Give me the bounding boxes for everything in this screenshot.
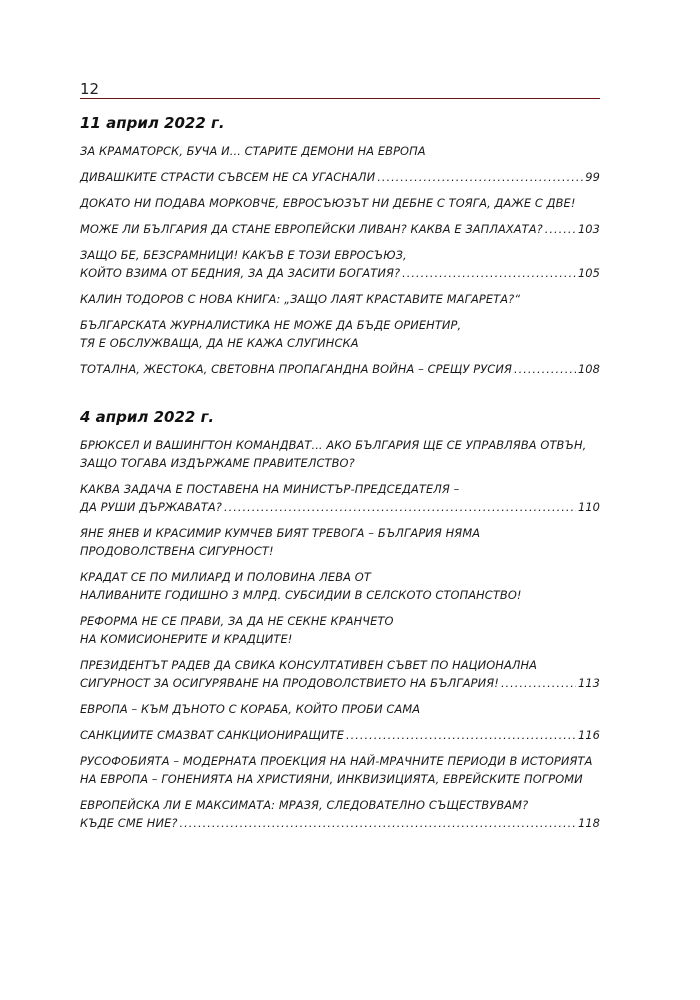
toc-entry[interactable]	[80, 752, 600, 788]
dot-leader	[180, 814, 576, 832]
toc-entry-title: ПРОДОВОЛСТВЕНА СИГУРНОСТ!	[80, 544, 274, 558]
toc-entry-line	[80, 246, 600, 264]
toc-entry-title: СИГУРНОСТ ЗА ОСИГУРЯВАНЕ НА ПРОДОВОЛСТВИЕТО НА БЪЛГАРИЯ!	[80, 676, 499, 690]
toc-entry[interactable]	[80, 726, 600, 744]
toc-entry-title: ЗАЩО БЕ, БЕЗСРАМНИЦИ! КАКЪВ Е ТОЗИ ЕВРОСЪЮЗ,	[80, 248, 407, 262]
toc-entry[interactable]	[80, 168, 600, 186]
toc-entry-line	[80, 656, 600, 674]
toc-entry-line	[80, 436, 600, 454]
toc-entry-title: РЕФОРМА НЕ СЕ ПРАВИ, ЗА ДА НЕ СЕКНЕ КРАНЧЕТО	[80, 614, 394, 628]
toc-entry-title: ЕВРОПА – КЪМ ДЪНОТО С КОРАБА, КОЙТО ПРОБИ САМА	[80, 702, 421, 716]
toc-entry-title: ЕВРОПЕЙСКА ЛИ Е МАКСИМАТА: МРАЗЯ, СЛЕДОВАТЕЛНО СЪЩЕСТВУВАМ?	[80, 798, 529, 812]
toc-entry-line	[80, 542, 600, 560]
toc-entry-title: НАЛИВАНИТЕ ГОДИШНО 3 МЛРД. СУБСИДИИ В СЕЛСКОТО СТОПАНСТВО!	[80, 588, 522, 602]
dot-leader	[501, 674, 576, 692]
toc-entry-title: КОЙТО ВЗИМА ОТ БЕДНИЯ, ЗА ДА ЗАСИТИ БОГАТИЯ?	[80, 266, 401, 280]
toc-entry-line	[80, 814, 600, 832]
toc-entry[interactable]	[80, 246, 600, 282]
toc-section	[80, 406, 600, 832]
page-number: 12	[80, 80, 100, 98]
toc-entry-title: КЪДЕ СМЕ НИЕ?	[80, 816, 178, 830]
toc-entry-title: САНКЦИИТЕ СМАЗВАТ САНКЦИОНИРАЩИТЕ	[80, 728, 345, 742]
toc-entry[interactable]	[80, 360, 600, 378]
toc-page-number: 118	[577, 816, 600, 830]
toc-entry[interactable]	[80, 568, 600, 604]
toc-page-number: 116	[577, 728, 600, 742]
toc-entry[interactable]	[80, 316, 600, 352]
toc-entry-line	[80, 220, 600, 238]
toc-entry-line	[80, 168, 600, 186]
dot-leader	[402, 264, 576, 282]
toc-entry-line	[80, 586, 600, 604]
toc-entry-line	[80, 630, 600, 648]
toc-entry-title: ТОТАЛНА, ЖЕСТОКА, СВЕТОВНА ПРОПАГАНДНА ВОЙНА – СРЕЩУ РУСИЯ	[80, 362, 512, 376]
table-of-contents	[80, 112, 600, 840]
toc-entry-line	[80, 454, 600, 472]
toc-entry-line	[80, 264, 600, 282]
toc-entry-line	[80, 726, 600, 744]
toc-entry[interactable]	[80, 700, 600, 718]
toc-entry-title: БЪЛГАРСКАТА ЖУРНАЛИСТИКА НЕ МОЖЕ ДА БЪДЕ ОРИЕНТИР,	[80, 318, 462, 332]
toc-entry-title: КРАДАТ СЕ ПО МИЛИАРД И ПОЛОВИНА ЛЕВА ОТ	[80, 570, 371, 584]
toc-entry-title: БРЮКСЕЛ И ВАШИНГТОН КОМАНДВАТ... АКО БЪЛГАРИЯ ЩЕ СЕ УПРАВЛЯВА ОТВЪН,	[80, 438, 587, 452]
toc-entry-title: НА КОМИСИОНЕРИТЕ И КРАДЦИТЕ!	[80, 632, 293, 646]
section-date-heading: 11 април 2022 г.	[80, 114, 225, 132]
toc-entry-line	[80, 316, 600, 334]
toc-entry-line	[80, 480, 600, 498]
dot-leader	[224, 498, 576, 516]
toc-entry[interactable]	[80, 290, 600, 308]
section-date-heading: 4 април 2022 г.	[80, 408, 215, 426]
header-rule	[80, 98, 600, 99]
toc-entry-title: ДА РУШИ ДЪРЖАВАТА?	[80, 500, 222, 514]
toc-entry[interactable]	[80, 480, 600, 516]
toc-entry-title: КАКВА ЗАДАЧА Е ПОСТАВЕНА НА МИНИСТЪР-ПРЕДСЕДАТЕЛЯ –	[80, 482, 460, 496]
toc-entry-line	[80, 498, 600, 516]
toc-entry-title: ДИВАШКИТЕ СТРАСТИ СЪВСЕМ НЕ СА УГАСНАЛИ	[80, 170, 376, 184]
toc-entry-title: НА ЕВРОПА – ГОНЕНИЯТА НА ХРИСТИЯНИ, ИНКВИЗИЦИЯТА, ЕВРЕЙСКИТЕ ПОГРОМИ	[80, 772, 583, 786]
toc-entry-title: ПРЕЗИДЕНТЪТ РАДЕВ ДА СВИКА КОНСУЛТАТИВЕН СЪВЕТ ПО НАЦИОНАЛНА	[80, 658, 538, 672]
toc-entry[interactable]	[80, 612, 600, 648]
toc-entry-line	[80, 770, 600, 788]
toc-page-number: 108	[577, 362, 600, 376]
toc-entry-line	[80, 334, 600, 352]
toc-section	[80, 112, 600, 378]
toc-entry[interactable]	[80, 194, 600, 212]
toc-entry[interactable]	[80, 220, 600, 238]
dot-leader	[545, 220, 576, 238]
toc-entry[interactable]	[80, 142, 600, 160]
toc-entry-line	[80, 796, 600, 814]
toc-entry-line	[80, 700, 600, 718]
section-gap	[80, 386, 600, 406]
toc-entry-title: ТЯ Е ОБСЛУЖВАЩА, ДА НЕ КАЖА СЛУГИНСКА	[80, 336, 359, 350]
toc-entry-line	[80, 612, 600, 630]
toc-entry-title: ЗА КРАМАТОРСК, БУЧА И... СТАРИТЕ ДЕМОНИ НА ЕВРОПА	[80, 144, 426, 158]
toc-entry-title: РУСОФОБИЯТА – МОДЕРНАТА ПРОЕКЦИЯ НА НАЙ-МРАЧНИТЕ ПЕРИОДИ В ИСТОРИЯТА	[80, 754, 593, 768]
dot-leader	[377, 168, 583, 186]
dot-leader	[346, 726, 576, 744]
toc-entry-line	[80, 752, 600, 770]
toc-entry-title: ЗАЩО ТОГАВА ИЗДЪРЖАМЕ ПРАВИТЕЛСТВО?	[80, 456, 355, 470]
toc-entry-title: ЯНЕ ЯНЕВ И КРАСИМИР КУМЧЕВ БИЯТ ТРЕВОГА – БЪЛГАРИЯ НЯМА	[80, 526, 481, 540]
toc-entry-line	[80, 674, 600, 692]
toc-page-number: 105	[577, 266, 600, 280]
toc-entry[interactable]	[80, 796, 600, 832]
toc-entry-line	[80, 142, 600, 160]
toc-entry[interactable]	[80, 524, 600, 560]
toc-entry[interactable]	[80, 436, 600, 472]
toc-entry[interactable]	[80, 656, 600, 692]
toc-entry-title: МОЖЕ ЛИ БЪЛГАРИЯ ДА СТАНЕ ЕВРОПЕЙСКИ ЛИВАН? КАКВА Е ЗАПЛАХАТА?	[80, 222, 543, 236]
toc-page-number: 113	[577, 676, 600, 690]
toc-entry-line	[80, 290, 600, 308]
toc-page-number: 110	[577, 500, 600, 514]
toc-entry-title: ДОКАТО НИ ПОДАВА МОРКОВЧЕ, ЕВРОСЪЮЗЪТ НИ ДЕБНЕ С ТОЯГА, ДАЖЕ С ДВЕ!	[80, 196, 576, 210]
toc-entry-line	[80, 524, 600, 542]
toc-page-number: 103	[577, 222, 600, 236]
toc-page-number: 99	[585, 170, 600, 184]
toc-entry-line	[80, 194, 600, 212]
toc-entry-line	[80, 360, 600, 378]
dot-leader	[514, 360, 576, 378]
toc-entry-line	[80, 568, 600, 586]
toc-entry-title: КАЛИН ТОДОРОВ С НОВА КНИГА: „ЗАЩО ЛАЯТ КРАСТАВИТЕ МАГАРЕТА?“	[80, 292, 521, 306]
